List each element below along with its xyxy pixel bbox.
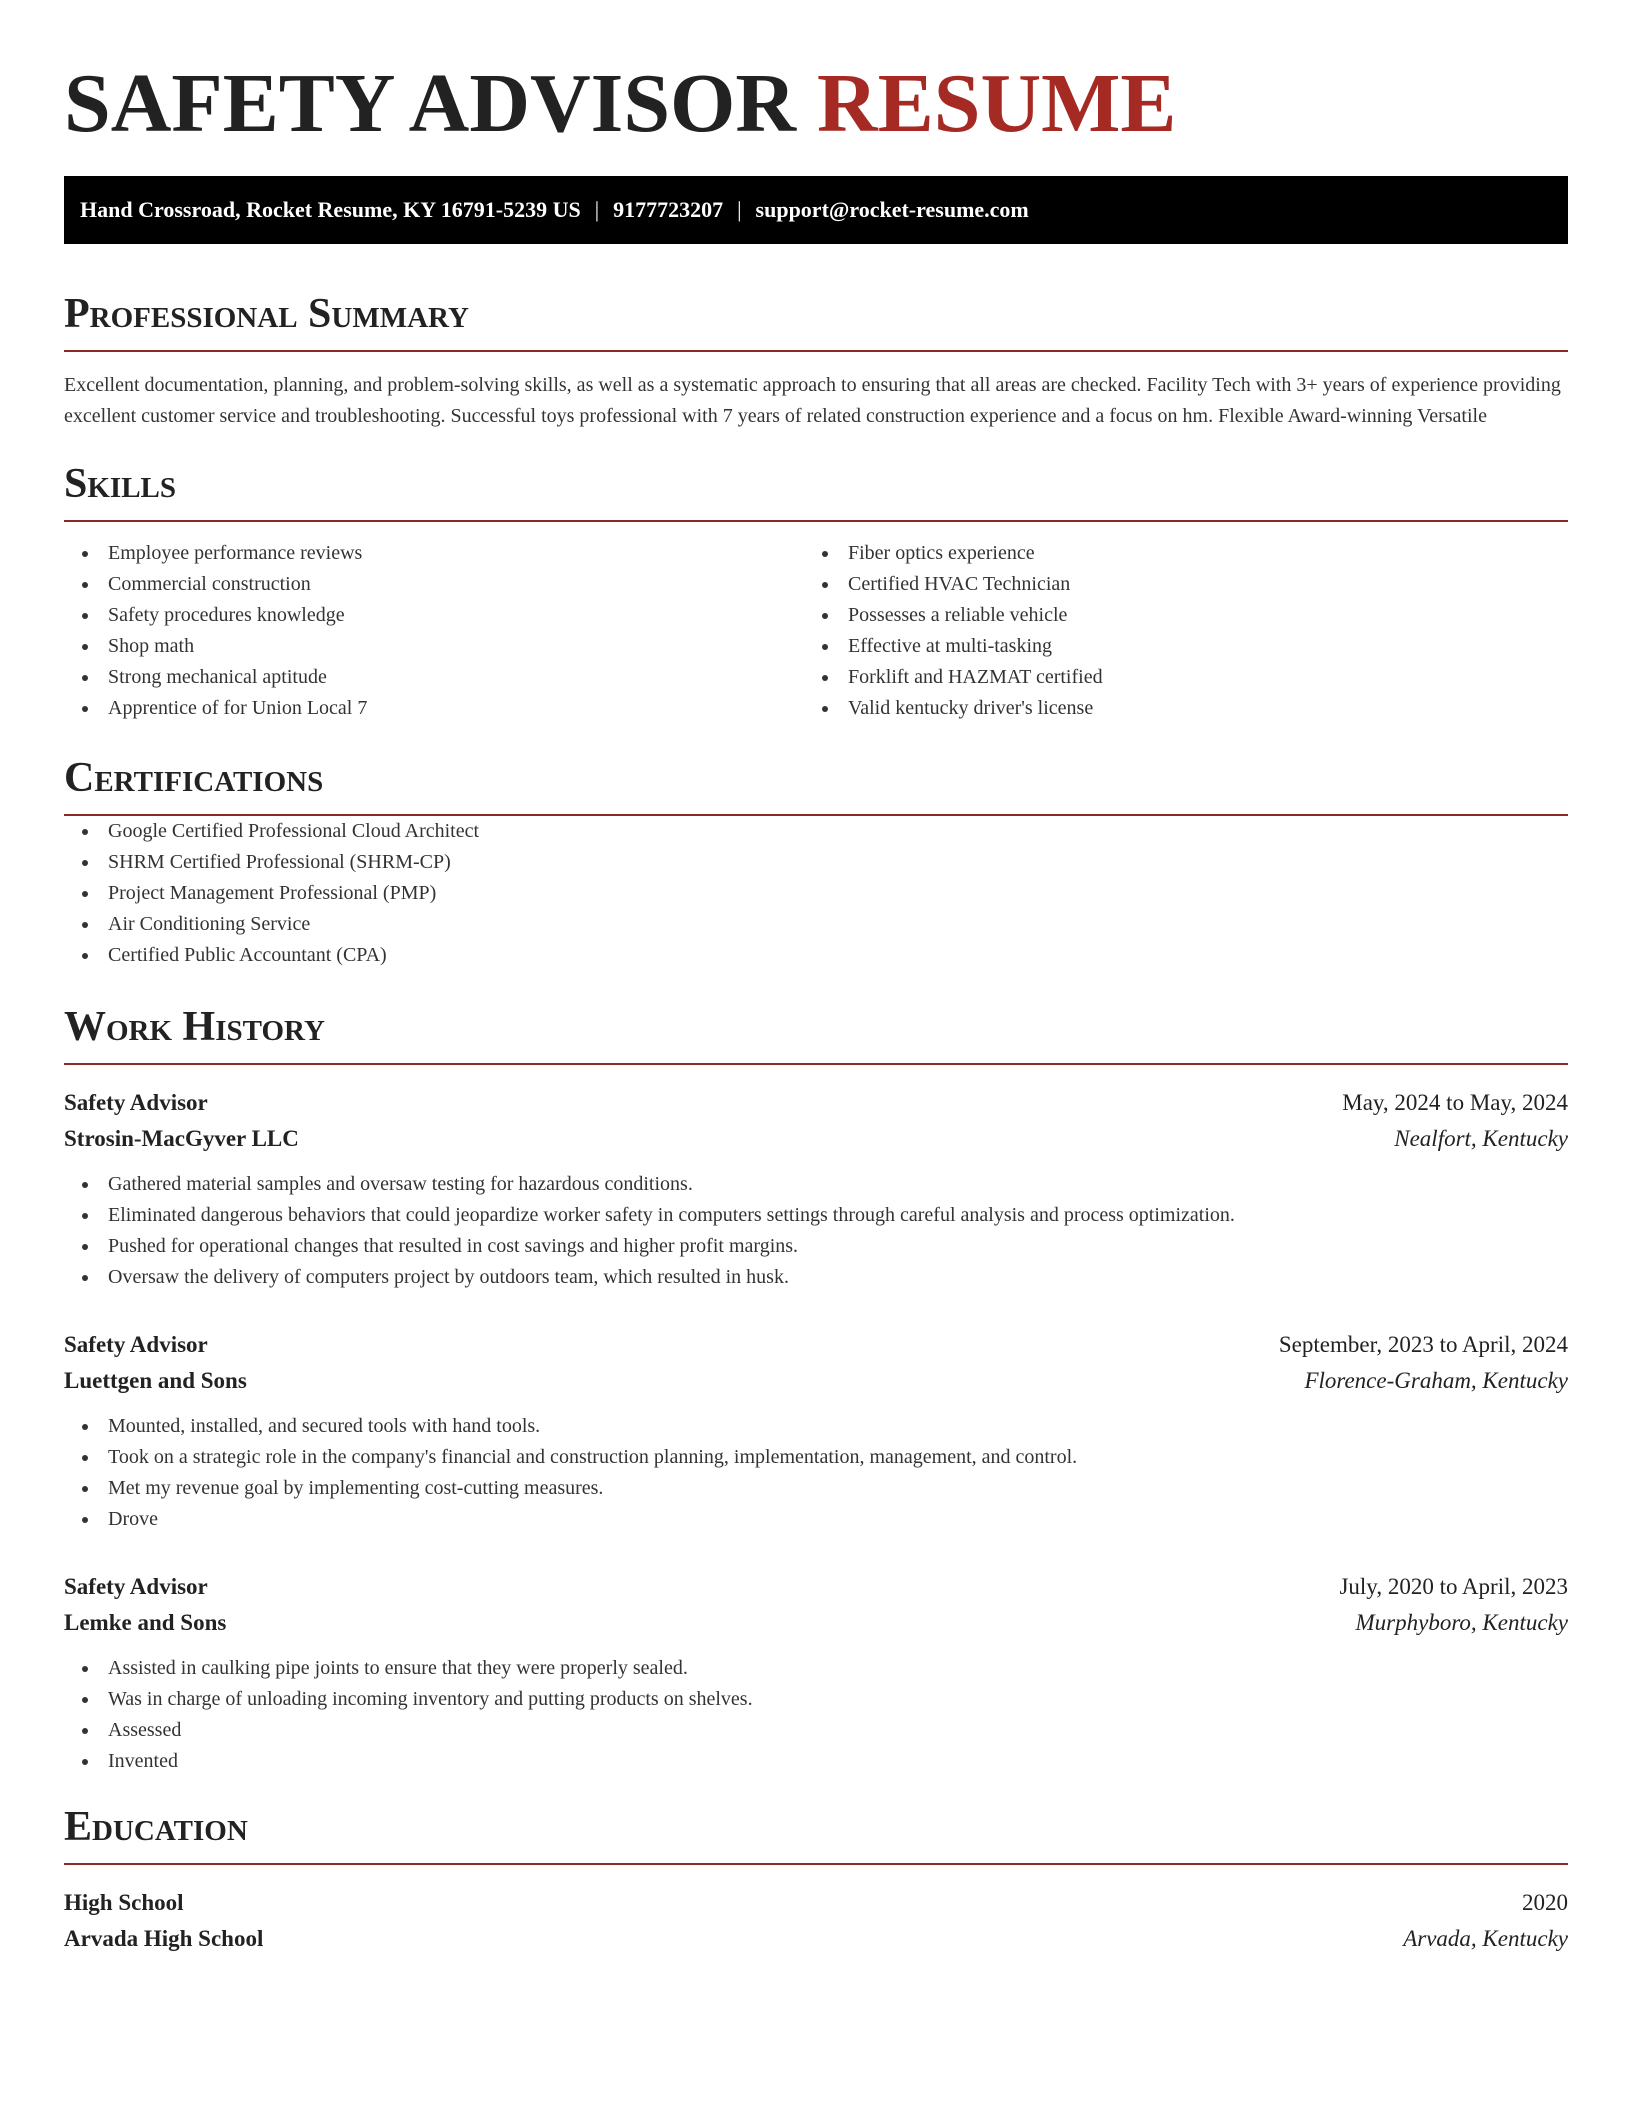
education-school-row [64,1921,1568,1957]
skill-item: Possesses a reliable vehicle [804,600,1544,631]
job-duties-list [64,1411,1568,1535]
certification-item: SHRM Certified Professional (SHRM-CP) [64,847,1568,878]
summary-text: Excellent documentation, planning, and problem-solving skills, as well as a systematic approach to ensuring that all areas are checked. Facility Tech with 3+ years of experience providing excellent customer service and troubleshooting. Successful toys professional with 7 years of related construction experience and a focus on hm. Flexible Award-winning Versatile [64,374,1561,427]
contact-separator: | [737,197,742,222]
job-company: Strosin-MacGyver LLC [64,1126,299,1151]
job-entry [64,1327,1568,1535]
education-school: Arvada High School [64,1926,264,1951]
skills-heading: Skills [64,458,1568,522]
job-title: Safety Advisor [64,1332,208,1357]
skill-item: Commercial construction [64,569,804,600]
job-company-row [64,1605,1568,1641]
certifications-section [64,752,1568,971]
skills-list-right [804,538,1544,724]
job-duty-item: Assisted in caulking pipe joints to ensure that they were properly sealed. [64,1653,1568,1684]
skill-item: Valid kentucky driver's license [804,693,1544,724]
skills-grid [64,538,1568,724]
contact-separator: | [594,197,600,222]
skill-item: Effective at multi-tasking [804,631,1544,662]
title-accent: RESUME [817,57,1177,150]
job-duty-item: Was in charge of unloading incoming inventory and putting products on shelves. [64,1684,1568,1715]
skill-item: Shop math [64,631,804,662]
skill-item: Forklift and HAZMAT certified [804,662,1544,693]
job-header-row [64,1569,1568,1605]
job-duty-item: Met my revenue goal by implementing cost-cutting measures. [64,1473,1568,1504]
job-duty-item: Pushed for operational changes that resulted in cost savings and higher profit margins. [64,1231,1568,1262]
skills-column-left [64,538,804,724]
skills-section [64,458,1568,724]
contact-bar [64,176,1568,244]
work-history-section [64,1001,1568,1777]
job-duties-list [64,1169,1568,1293]
certification-item: Project Management Professional (PMP) [64,878,1568,909]
certifications-list [64,816,1568,971]
skills-column-right [804,538,1544,724]
education-entry [64,1885,1568,1957]
skill-item: Fiber optics experience [804,538,1544,569]
education-location: Arvada, Kentucky [1403,1926,1568,1951]
job-entry [64,1569,1568,1777]
work-history-heading: Work History [64,1001,1568,1065]
resume-title [64,0,1568,152]
job-dates: July, 2020 to April, 2023 [1339,1574,1568,1599]
skill-item: Certified HVAC Technician [804,569,1544,600]
job-dates: May, 2024 to May, 2024 [1342,1090,1568,1115]
job-duty-item: Eliminated dangerous behaviors that could jeopardize worker safety in computers settings through careful analysis and process optimization. [64,1200,1568,1231]
contact-phone: 9177723207 [613,197,724,222]
education-heading: Education [64,1801,1568,1865]
certification-item: Certified Public Accountant (CPA) [64,940,1568,971]
skill-item: Employee performance reviews [64,538,804,569]
skills-list-left [64,538,804,724]
certification-item: Google Certified Professional Cloud Architect [64,816,1568,847]
job-entry [64,1085,1568,1293]
education-year: 2020 [1522,1890,1568,1915]
job-header-row [64,1327,1568,1363]
job-duty-item: Drove [64,1504,1568,1535]
contact-address: Hand Crossroad, Rocket Resume, KY 16791-5239 US [80,197,581,222]
education-section [64,1801,1568,1957]
job-header-row [64,1085,1568,1121]
job-duty-item: Oversaw the delivery of computers project by outdoors team, which resulted in husk. [64,1262,1568,1293]
job-duty-item: Assessed [64,1715,1568,1746]
job-title: Safety Advisor [64,1090,208,1115]
job-duty-item: Mounted, installed, and secured tools with hand tools. [64,1411,1568,1442]
education-degree-row [64,1885,1568,1921]
job-company-row [64,1121,1568,1157]
summary-heading: Professional Summary [64,288,1568,352]
job-company-row [64,1363,1568,1399]
certification-item: Air Conditioning Service [64,909,1568,940]
job-dates: September, 2023 to April, 2024 [1278,1332,1568,1357]
summary-section [64,288,1568,432]
job-company: Lemke and Sons [64,1610,227,1635]
title-main: SAFETY ADVISOR [64,57,797,150]
education-degree: High School [64,1890,184,1915]
job-company: Luettgen and Sons [64,1368,247,1393]
job-duty-item: Invented [64,1746,1568,1777]
job-duty-item: Took on a strategic role in the company's financial and construction planning, implementation, management, and control. [64,1442,1568,1473]
job-title: Safety Advisor [64,1574,208,1599]
resume-page [64,0,1568,1957]
skill-item: Strong mechanical aptitude [64,662,804,693]
skill-item: Apprentice of for Union Local 7 [64,693,804,724]
skill-item: Safety procedures knowledge [64,600,804,631]
contact-email: support@rocket-resume.com [755,197,1029,222]
job-duties-list [64,1653,1568,1777]
job-location: Florence-Graham, Kentucky [1304,1368,1568,1393]
job-duty-item: Gathered material samples and oversaw testing for hazardous conditions. [64,1169,1568,1200]
job-location: Murphyboro, Kentucky [1355,1610,1568,1635]
job-location: Nealfort, Kentucky [1394,1126,1568,1151]
certifications-heading: Certifications [64,752,1568,816]
